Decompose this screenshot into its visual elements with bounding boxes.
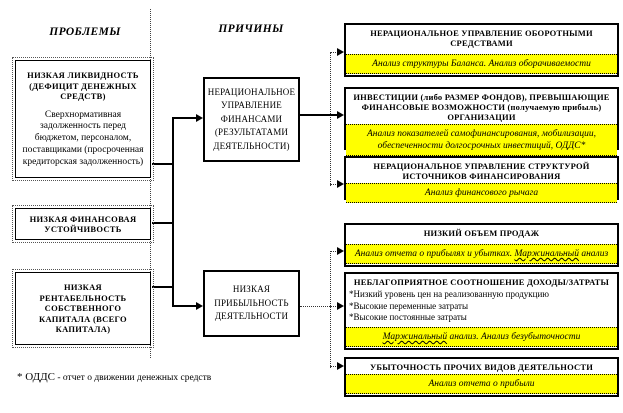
cause-box-irrational-finance-management: [203, 77, 300, 162]
problems-column-header: ПРОБЛЕМЫ: [49, 26, 121, 38]
arrow-into-detail6-icon: [337, 362, 344, 370]
cause-box-low-profitability: [203, 270, 300, 337]
bullet-item: *Низкий уровень цен на реализованную продукцию: [349, 289, 550, 300]
analysis-text: анализ: [578, 249, 609, 259]
bullet-item: *Высокие переменные затраты: [349, 300, 468, 311]
analysis-highlight: Анализ финансового рычага: [346, 183, 617, 203]
detail-bullet-list: [346, 289, 617, 325]
connector-cause2-branch-dotted: [300, 306, 330, 307]
connector-problem3-trunk: [152, 286, 173, 288]
detail-box-funding-structure: [344, 156, 619, 200]
analysis-highlight: [346, 244, 617, 264]
analysis-text: Анализ отчета о прибылях и убытках.: [354, 249, 515, 259]
connector-problem2-trunk: [152, 222, 173, 224]
detail-box-other-activities-losses: [344, 357, 619, 397]
cause-title: НЕРАЦИОНАЛЬНОЕ УПРАВЛЕНИЕ ФИНАНСАМИ (РЕЗУЛЬТАТАМИ ДЕЯТЕЛЬНОСТИ): [207, 86, 296, 151]
arrow-into-cause1-icon: [196, 114, 203, 122]
arrow-into-detail1-icon: [337, 48, 344, 56]
detail-title: НЕРАЦИОНАЛЬНОЕ УПРАВЛЕНИЕ ОБОРОТНЫМИ СРЕДСТВАМИ: [370, 28, 593, 48]
cause-title: НИЗКАЯ ПРИБЫЛЬНОСТЬ ДЕЯТЕЛЬНОСТИ: [214, 284, 289, 322]
arrow-into-cause2-icon: [196, 302, 203, 310]
branch-line-top-dotted: [330, 52, 331, 186]
detail-box-investments: [344, 87, 619, 150]
problem-title: НИЗКАЯ РЕНТАБЕЛЬНОСТЬ СОБСТВЕННОГО КАПИТАЛА (ВСЕГО КАПИТАЛА): [39, 282, 127, 335]
footnote-text: - отчет о движении денежных средств: [55, 373, 212, 383]
bullet-item: *Высокие постоянные затраты: [349, 312, 467, 323]
branch-line-bottom-dotted: [330, 251, 331, 368]
detail-title: НЕБЛАГОПРИЯТНОЕ СООТНОШЕНИЕ ДОХОДЫ/ЗАТРАТЫ: [353, 277, 610, 287]
arrow-into-detail3-icon: [337, 180, 344, 188]
detail-box-working-capital: [344, 23, 619, 77]
analysis-text: анализ. Анализ безубыточности: [447, 332, 581, 342]
arrow-into-detail5-icon: [337, 302, 344, 310]
problem-box-low-financial-stability: [15, 208, 151, 240]
detail-title: УБЫТОЧНОСТЬ ПРОЧИХ ВИДОВ ДЕЯТЕЛЬНОСТИ: [369, 362, 594, 372]
problem-title: НИЗКАЯ ФИНАНСОВАЯ УСТОЙЧИВОСТЬ: [29, 213, 137, 234]
problem-title: НИЗКАЯ ЛИКВИДНОСТЬ (ДЕФИЦИТ ДЕНЕЖНЫХ СРЕДСТВ): [27, 70, 139, 101]
odds-footnote: [17, 371, 211, 383]
detail-title: ИНВЕСТИЦИИ (либо РАЗМЕР ФОНДОВ), ПРЕВЫШАЮЩИЕ ФИНАНСОВЫЕ ВОЗМОЖНОСТИ (получаемую прибыль) ОРГАНИЗАЦИИ: [353, 92, 610, 122]
problem-box-low-return-on-equity: [15, 272, 151, 345]
connector-cause1-branch: [300, 114, 330, 116]
arrow-into-detail2-icon: [337, 111, 344, 119]
detail-title: НЕРАЦИОНАЛЬНОЕ УПРАВЛЕНИЕ СТРУКТУРОЙ ИСТОЧНИКОВ ФИНАНСИРОВАНИЯ: [373, 161, 590, 181]
analysis-highlight: [346, 327, 617, 347]
problem-description: Сверхнормативная задолженность перед бюджетом, персоналом, поставщиками (просроченная кредиторская задолженность): [22, 109, 144, 167]
connector-trunk-cause2: [174, 305, 196, 307]
analysis-wavy-word: Маржинальный: [514, 249, 579, 259]
analysis-wavy-word: Маржинальный: [382, 332, 448, 342]
footnote-abbreviation: * ОДДС: [17, 371, 55, 383]
problem-box-low-liquidity: [15, 60, 151, 178]
analysis-highlight: Анализ показателей самофинансирования, мобилизации, обеспеченности долгосрочных инвестиций, ОДДС*: [346, 124, 617, 156]
connector-trunk-cause1: [174, 117, 196, 119]
connector-problem1-trunk: [152, 163, 173, 165]
detail-title: НИЗКИЙ ОБЪЕМ ПРОДАЖ: [423, 228, 540, 238]
detail-box-income-expense-ratio: [344, 272, 619, 350]
causes-column-header: ПРИЧИНЫ: [218, 23, 284, 35]
analysis-highlight: Анализ отчета о прибыли: [346, 374, 617, 394]
arrow-into-detail4-icon: [337, 247, 344, 255]
detail-box-low-sales: [344, 223, 619, 267]
analysis-highlight: Анализ структуры Баланса. Анализ оборачиваемости: [346, 54, 617, 74]
left-trunk-line: [172, 117, 174, 307]
